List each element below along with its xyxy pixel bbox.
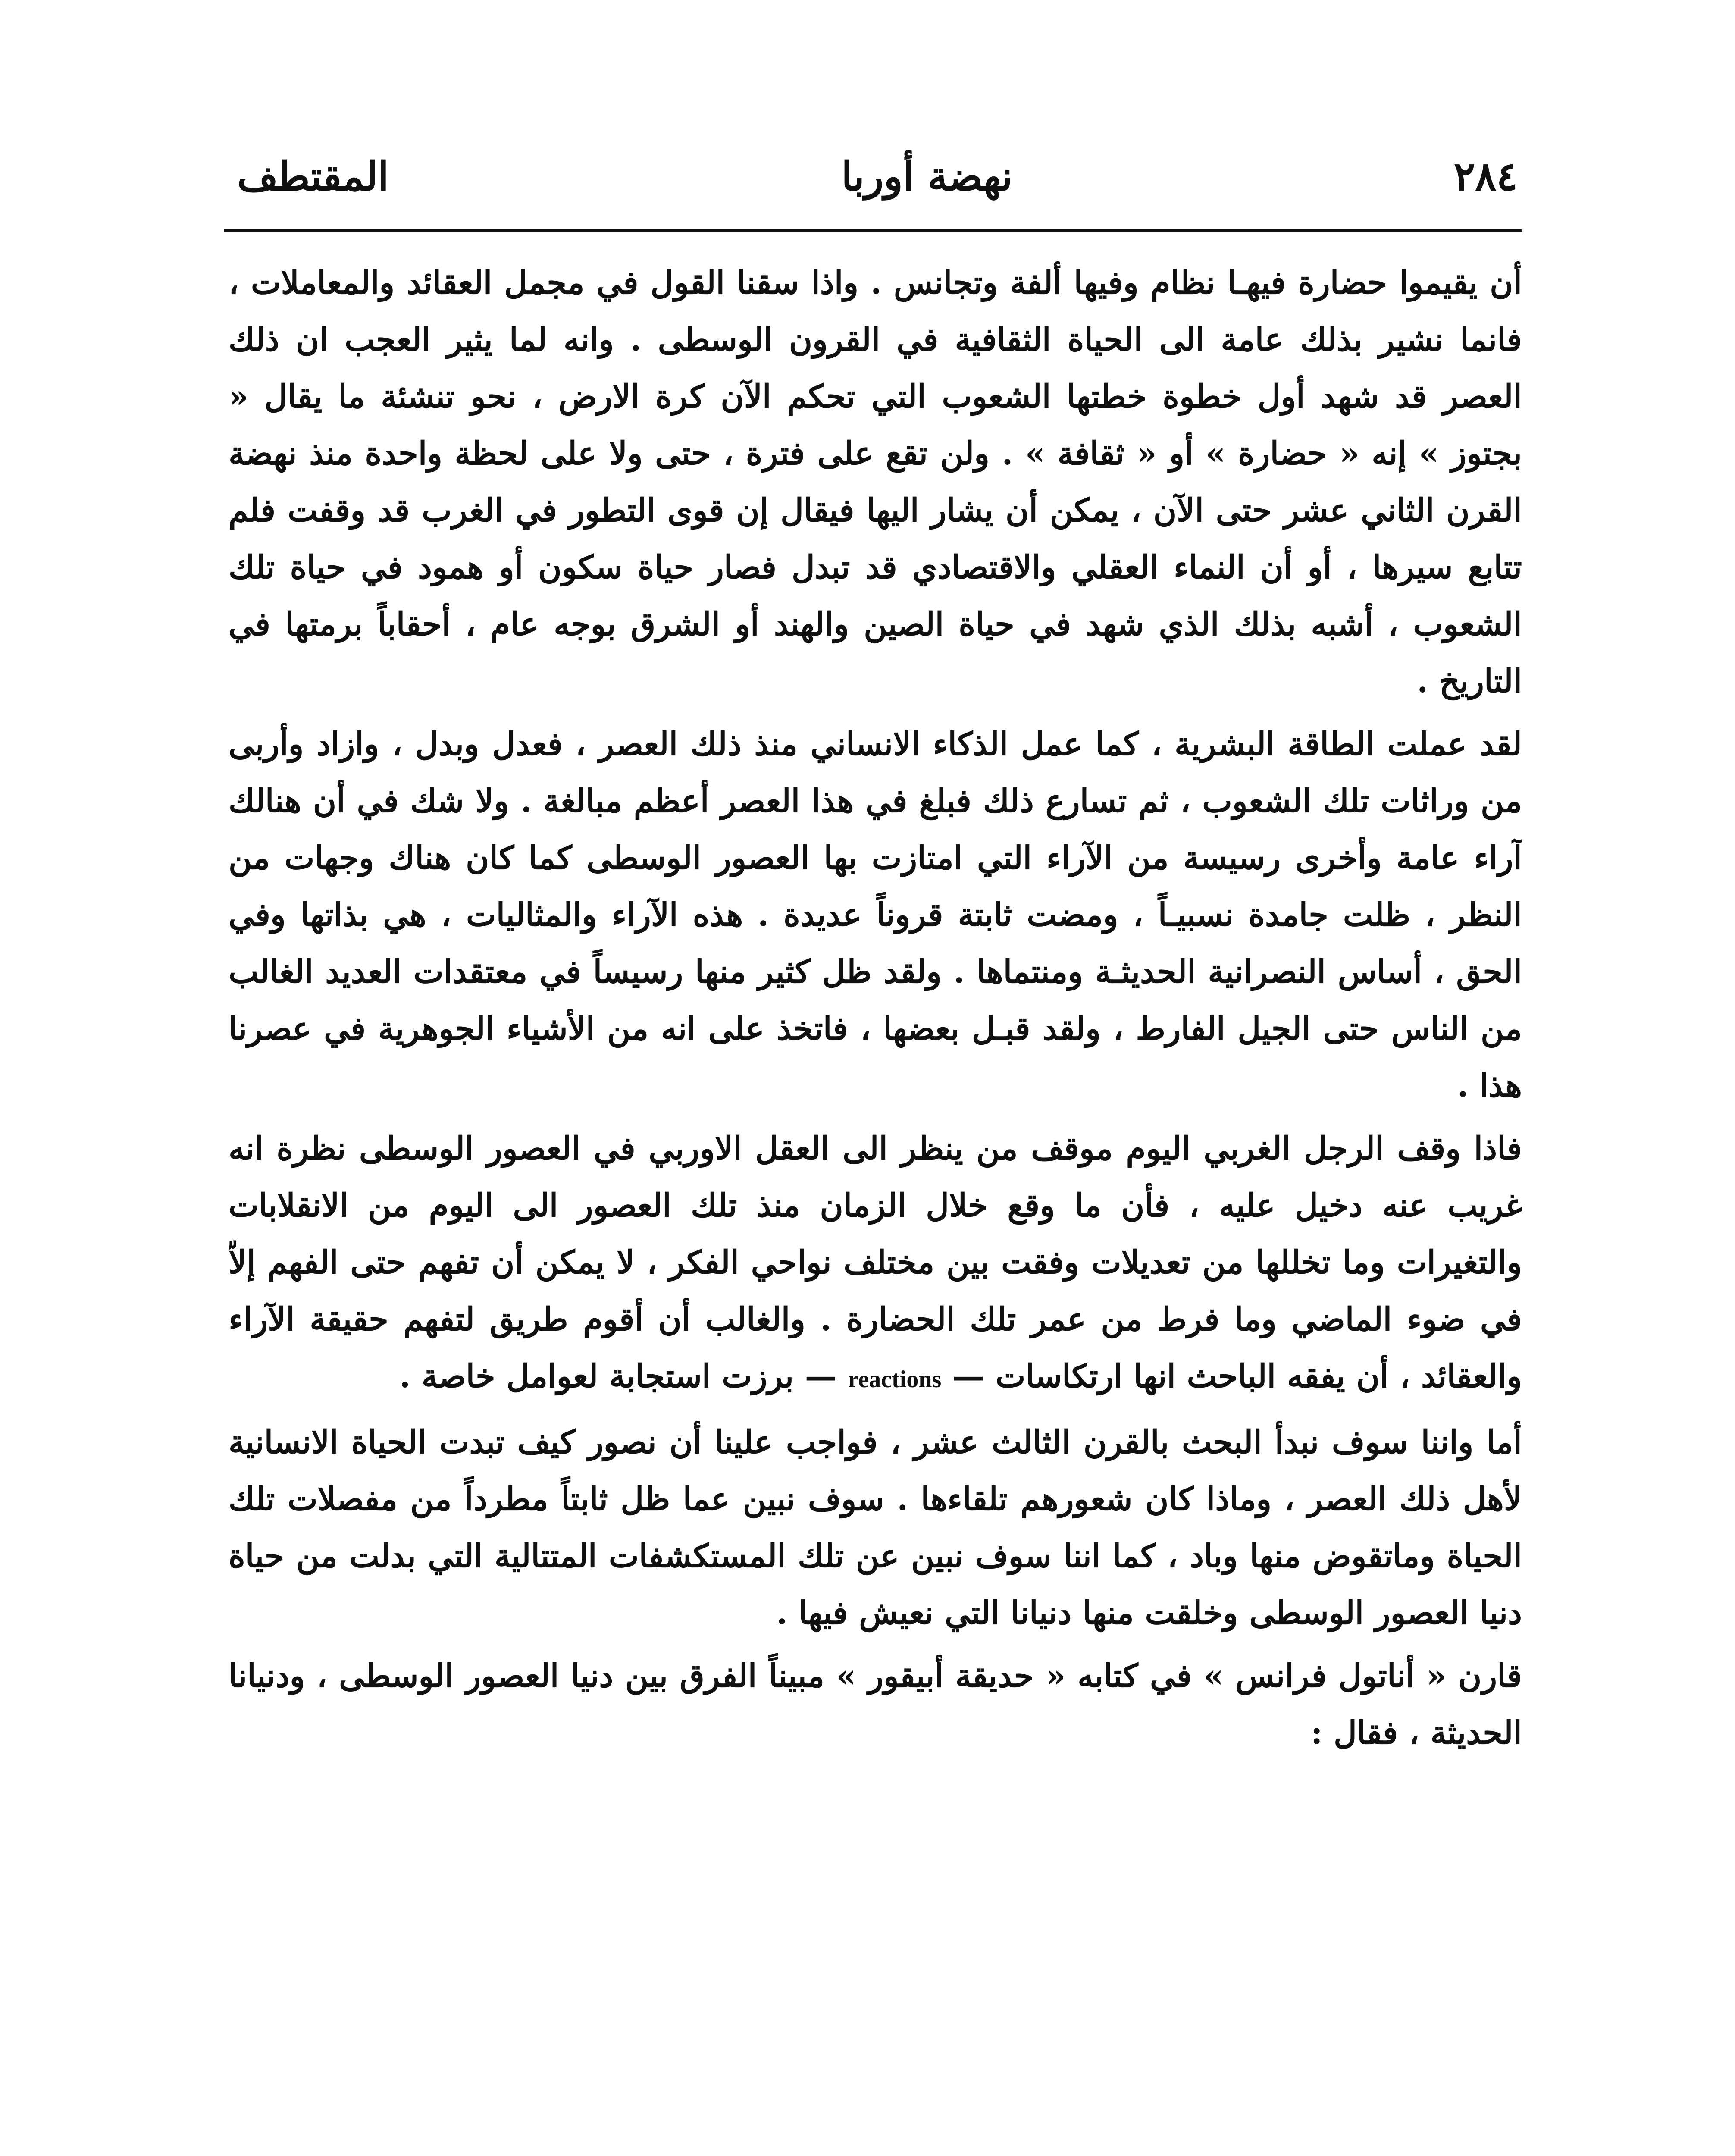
latin-term: reactions <box>848 1366 942 1393</box>
running-header <box>224 153 1522 218</box>
chapter-title: نهضة أوربا <box>841 153 1013 200</box>
paragraph-2: لقد عملت الطاقة البشرية ، كما عمل الذكاء الانساني منذ ذلك العصر ، فعدل وبدل ، وازاد وأربى من وراثات تلك الشعوب ، ثم تسارع ذلك فبلغ في هذا العصر أعظم مبالغة . ولا شك في أن هنالك آراء عامة وأخرى رسيسة من الآراء التي امتازت بها العصور الوسطى كما كان هناك وجهات من النظر ، ظلت جامدة نسبيـاً ، ومضت ثابتة قروناً عديدة . هذه الآراء والمثاليات ، هي بذاتها وفي الحق ، أساس النصرانية الحديثـة ومنتماها . ولقد ظل كثير منها رسيساً في معتقدات العديد الغالب من الناس حتى الجيل الفارط ، ولقد قبـل بعضها ، فاتخذ على انه من الأشياء الجوهرية في عصرنا هذا . <box>229 726 1522 1104</box>
journal-name: المقتطف <box>237 153 389 200</box>
paragraph-3 <box>229 1120 1522 1408</box>
body-text <box>229 254 1522 2109</box>
paragraph-1: أن يقيموا حضارة فيهـا نظام وفيها ألفة وتجانس . واذا سقنا القول في مجمل العقائد والمعاملات ، فانما نشير بذلك عامة الى الحياة الثقافية في القرون الوسطى . وانه لما يثير العجب ان ذلك العصر قد شهد أول خطوة خطتها الشعوب التي تحكم الآن كرة الارض ، نحو تنشئة ما يقال « بجتوز » إنه « حضارة » أو « ثقافة » . ولن تقع على فترة ، حتى ولا على لحظة واحدة منذ نهضة القرن الثاني عشر حتى الآن ، يمكن أن يشار اليها فيقال إن قوى التطور في الغرب قد وقفت فلم تتابع سيرها ، أو أن النماء العقلي والاقتصادي قد تبدل فصار حياة سكون أو همود في حياة تلك الشعوب ، أشبه بذلك الذي شهد في حياة الصين والهند أو الشرق بوجه عام ، أحقاباً برمتها في التاريخ . <box>229 264 1522 700</box>
paragraph-5: قارن « أناتول فرانس » في كتابه « حديقة أبيقور » مبيناً الفرق بين دنيا العصور الوسطى ، ودنيانا الحديثة ، فقال : <box>229 1658 1522 1752</box>
paragraph-3-start: فاذا وقف الرجل الغربي اليوم موقف من ينظر الى العقل الاوربي في العصور الوسطى نظرة انه غريب عنه دخيل عليه ، فأن ما وقع خلال الزمان منذ تلك العصور الى اليوم من الانقلابات والتغيرات وما تخللها من تعديلات وفقت بين مختلف نواحي الفكر ، لا يمكن أن تفهم حتى الفهم إلاّ في ضوء الماضي وما فرط من عمر تلك الحضارة . والغالب أن أقوم طريق لتفهم حقيقة الآراء والعقائد ، أن يفقه الباحث انها ارتكاسات — <box>229 1130 1522 1395</box>
paragraph-3-end: — برزت استجابة لعوامل خاصة . <box>399 1358 837 1395</box>
page-number: ٢٨٤ <box>1453 153 1518 200</box>
paragraph-4: أما واننا سوف نبدأ البحث بالقرن الثالث عشر ، فواجب علينا أن نصور كيف تبدت الحياة الانسانية لأهل ذلك العصر ، وماذا كان شعورهم تلقاءها . سوف نبين عما ظل ثابتاً مطرداً من مفصلات تلك الحياة وماتقوض منها وباد ، كما اننا سوف نبين عن تلك المستكشفات المتتالية التي بدلت من حياة دنيا العصور الوسطى وخلقت منها دنيانا التي نعيش فيها . <box>229 1424 1522 1632</box>
header-rule <box>224 229 1522 232</box>
